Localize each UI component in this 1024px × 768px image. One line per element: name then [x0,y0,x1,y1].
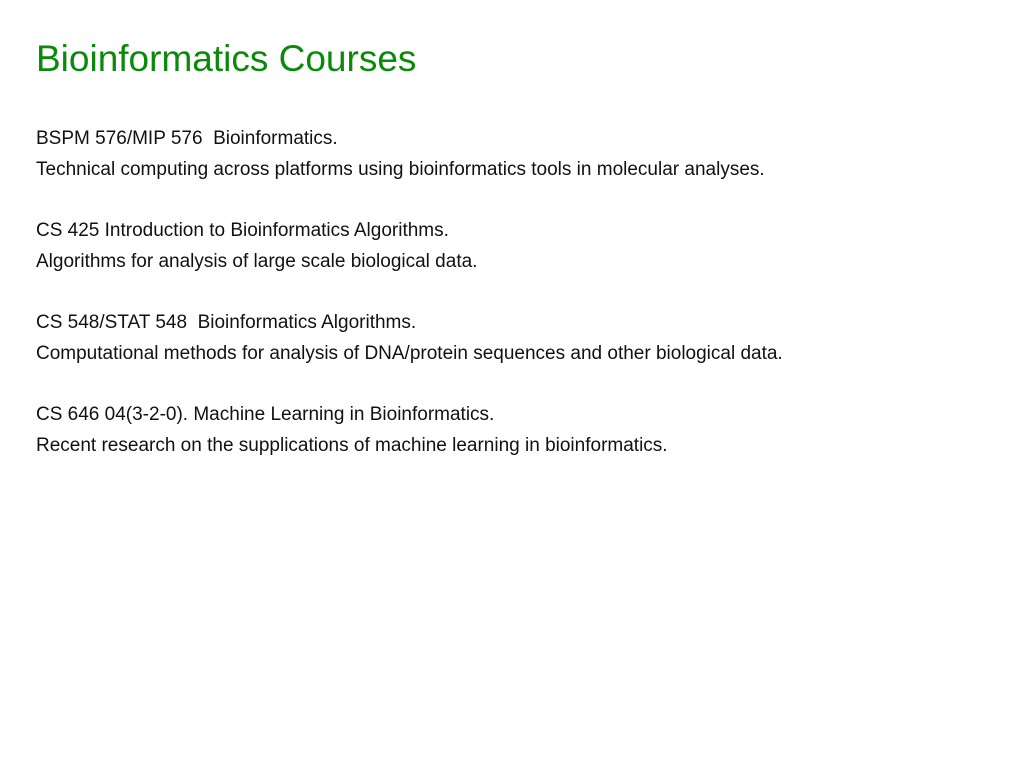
course-heading: CS 646 04(3-2-0). Machine Learning in Bioinformatics. [36,404,495,425]
course-item [36,399,1006,461]
course-description: Recent research on the supplications of machine learning in bioinformatics. [36,435,668,456]
course-heading: BSPM 576/MIP 576 Bioinformatics. [36,128,338,149]
course-description: Computational methods for analysis of DNA/protein sequences and other biological data. [36,343,783,364]
course-description: Technical computing across platforms using bioinformatics tools in molecular analyses. [36,159,765,180]
slide-title: Bioinformatics Courses [36,38,417,79]
course-description: Algorithms for analysis of large scale biological data. [36,251,478,272]
course-item [36,307,1006,369]
course-list [36,123,1006,491]
course-heading: CS 425 Introduction to Bioinformatics Algorithms. [36,220,449,241]
course-heading: CS 548/STAT 548 Bioinformatics Algorithms. [36,312,417,333]
course-item [36,123,1006,185]
course-item [36,215,1006,277]
